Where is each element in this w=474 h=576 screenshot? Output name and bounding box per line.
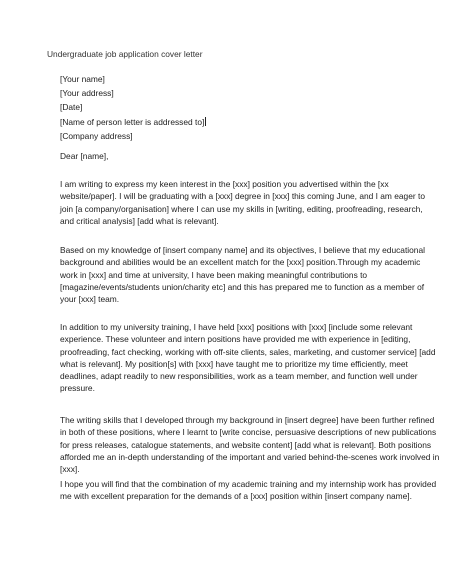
paragraph-line: In addition to my university training, I have held [xxx] positions with [xxx] [include some relevant	[60, 322, 413, 332]
address-block	[60, 72, 206, 143]
paragraph-writing-skills	[60, 414, 439, 475]
address-line-date: [Date]	[60, 102, 83, 113]
paragraph-line: for press releases, catalogue statements, and website content] [add what is relevant]. Both positions	[60, 439, 432, 450]
document-title: Undergraduate job application cover letter	[47, 49, 203, 59]
paragraph-line: I hope you will find that the combination of my academic training and my internship work has provided	[60, 479, 437, 489]
address-line-recipient	[60, 115, 206, 129]
paragraph-line: what is relevant]. My position[s] with [xxx] have taught me to prioritize my time efficiently, meet	[60, 358, 408, 369]
paragraph-closing	[60, 478, 436, 503]
paragraph-line: and critical analysis] [add what is relevant].	[60, 215, 219, 226]
paragraph-line: website/paper]. I will be graduating with a [xxx] degree in [xxx] this coming June, and I am eager to	[60, 191, 425, 202]
address-line-your-address: [Your address]	[60, 88, 114, 99]
paragraph-line: I am writing to express my keen interest in the [xxx] position you advertised within the [xx	[60, 179, 389, 189]
paragraph-line: your [xxx] team.	[60, 294, 120, 305]
paragraph-line: Based on my knowledge of [insert company name] and its objectives, I believe that my educational	[60, 245, 425, 255]
paragraph-line: afforded me an in-depth understanding of the important and varied behind-the-scenes work involved in	[60, 451, 440, 462]
paragraph-line: join [a company/organisation] where I can use my skills in [writing, editing, proofreading, research,	[60, 203, 423, 214]
paragraph-line: in both of these positions, where I learnt to [write concise, persuasive descriptions of new publications	[60, 427, 437, 438]
paragraph-line: deadlines, adapt readily to new responsibilities, work as a team member, and function well under	[60, 371, 418, 382]
paragraph-line: pressure.	[60, 383, 95, 394]
text-cursor	[205, 117, 206, 126]
paragraph-line: work in [xxx] and time at university, I have been making meaningful contributions to	[60, 269, 368, 280]
paragraph-line: The writing skills that I developed through my background in [insert degree] have been further refined	[60, 415, 435, 425]
paragraph-interest	[60, 178, 425, 227]
paragraph-line: experience. These volunteer and intern positions have provided me with experience in [editing,	[60, 334, 411, 345]
paragraph-line: [xxx].	[60, 464, 80, 475]
paragraph-background	[60, 244, 425, 305]
paragraph-line: background and abilities would be an excellent match for the [xxx] position.Through my academic	[60, 257, 421, 268]
paragraph-line: me with excellent preparation for the demands of a [xxx] position within [insert company name].	[60, 491, 412, 502]
paragraph-experience	[60, 321, 436, 395]
address-line-company-address: [Company address]	[60, 130, 133, 141]
address-line-recipient-text: [Name of person letter is addressed to]	[60, 116, 205, 127]
salutation: Dear [name],	[60, 151, 109, 161]
paragraph-line: [magazine/events/students union/charity etc] and this has prepared me to function as a member of	[60, 281, 425, 292]
paragraph-line: proofreading, fact checking, working with off-site clients, sales, marketing, and customer service] [add	[60, 346, 436, 357]
address-line-your-name: [Your name]	[60, 74, 105, 84]
